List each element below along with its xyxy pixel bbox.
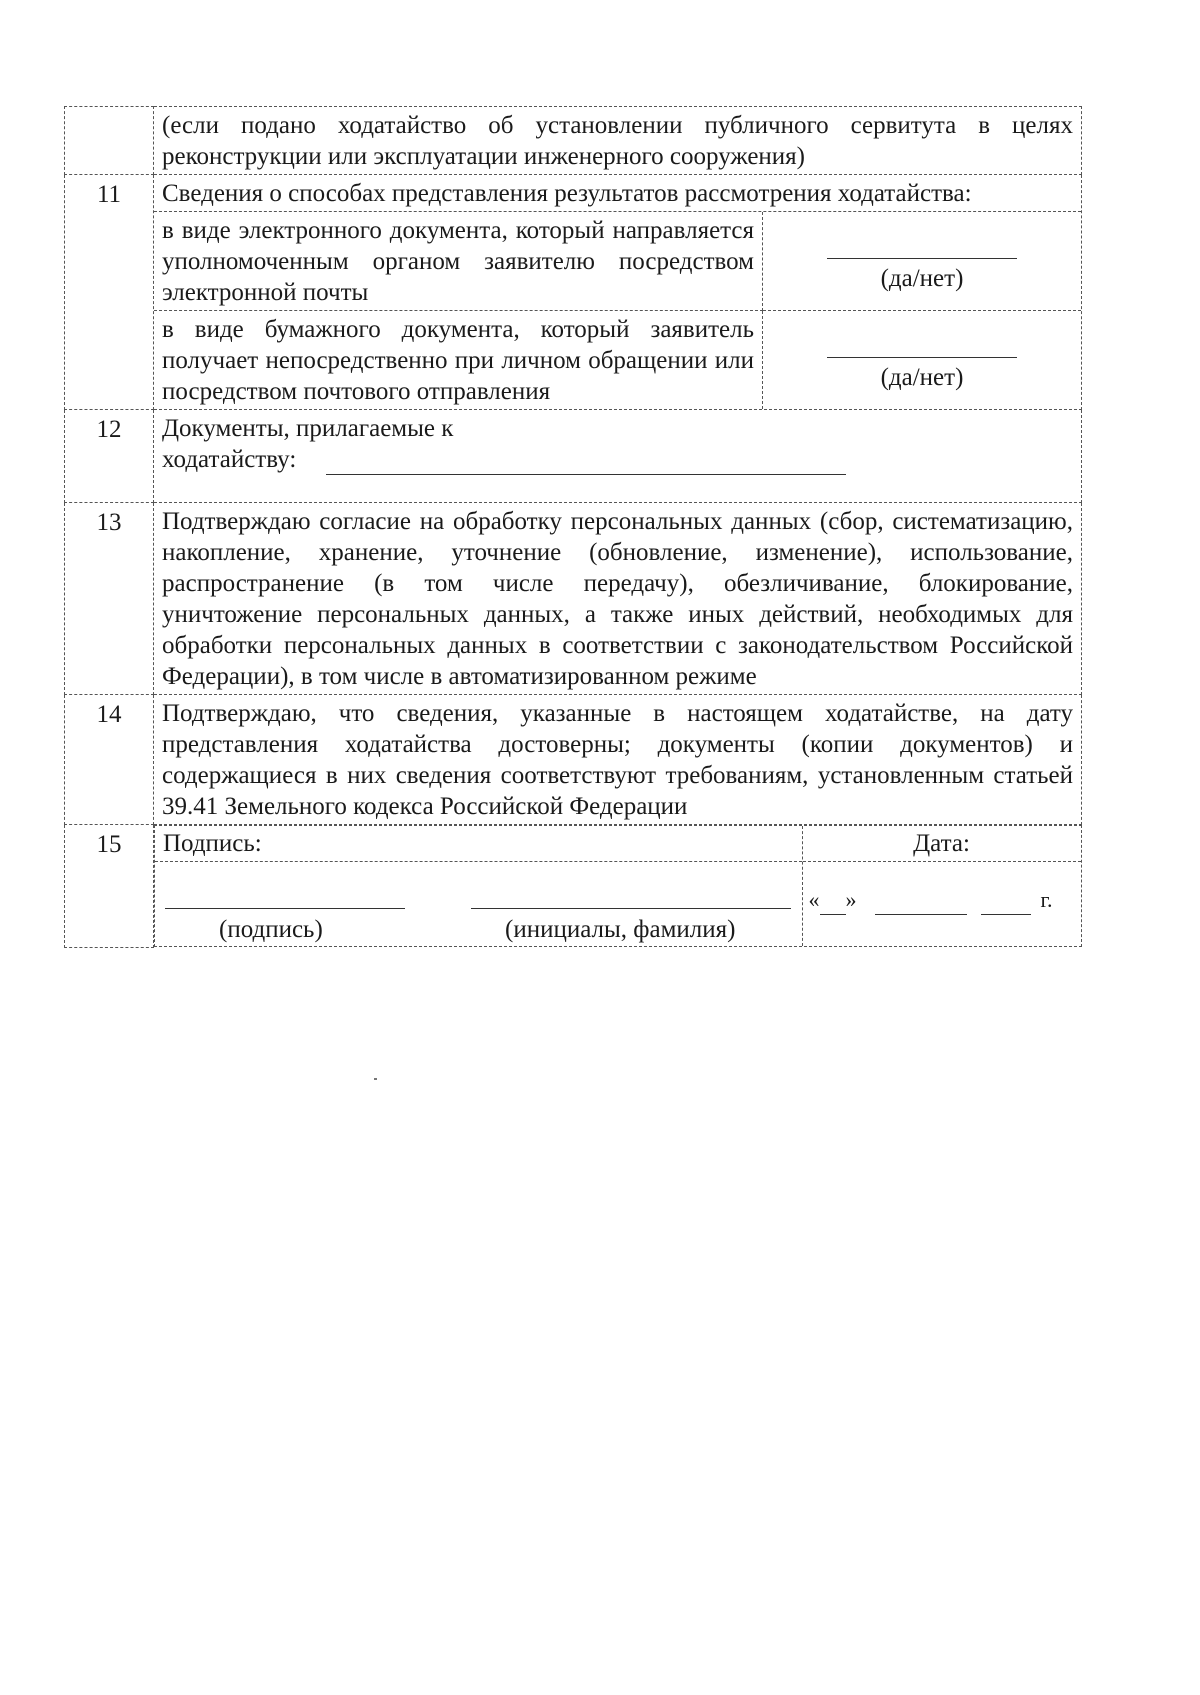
year-field[interactable] — [981, 892, 1031, 915]
name-caption: (инициалы, фамилия) — [505, 916, 736, 943]
date-label: Дата: — [803, 826, 1081, 862]
row-11-content — [154, 175, 1082, 410]
answer-line — [827, 357, 1017, 358]
row-14-text: Подтверждаю, что сведения, указанные в настоящем ходатайстве, на дату представления ходатайства достоверны; документы (копии документов) и содержащиеся в них сведения соответствуют требованиям, установленным статьей 39.41 Земельного кодекса Российской Федерации — [154, 695, 1082, 825]
table-row-12 — [65, 410, 1082, 503]
date-close-quote: » — [845, 887, 857, 912]
table-row-14 — [65, 695, 1082, 825]
date-open-quote: « — [808, 887, 820, 912]
row-number: 13 — [65, 503, 154, 695]
row-11-heading: Сведения о способах представления результатов рассмотрения ходатайства: — [154, 175, 1081, 212]
attached-docs-field[interactable] — [326, 452, 846, 475]
table-row-15 — [65, 825, 1082, 948]
row-10-text: (если подано ходатайство об установлении публичного сервитута в целях реконструкции или эксплуатации инженерного сооружения) — [154, 107, 1082, 175]
row-number-empty — [65, 107, 154, 175]
table-row-13 — [65, 503, 1082, 695]
row-number: 11 — [65, 175, 154, 410]
answer-hint: (да/нет) — [880, 363, 964, 391]
delivery-options-table — [154, 212, 1081, 409]
delivery-option-paper-text: в виде бумажного документа, который заявитель получает непосредственно при личном обращении или посредством почтового отправления — [154, 311, 763, 410]
table-row-10 — [65, 107, 1082, 175]
row-13-text: Подтверждаю согласие на обработку персональных данных (сбор, систематизацию, накопление, хранение, уточнение (обновление, изменение), использование, распространение (в том числе передачу), обезличивание, блокирование, уничтожение персональных данных, а также иных действий, необходимых для обработки персональных данных в соответствии с законодательством Российской Федерации), в том числе в автоматизированном режиме — [154, 503, 1082, 695]
email-answer-field[interactable] — [763, 212, 1082, 311]
attached-docs-label-line2: ходатайству: — [162, 446, 297, 473]
date-section — [803, 826, 1081, 946]
attached-docs-label-line1: Документы, прилагаемые к — [162, 415, 454, 442]
delivery-option-paper — [154, 311, 1081, 410]
table-row-11 — [65, 175, 1082, 410]
name-field[interactable] — [471, 908, 791, 909]
scan-artifact — [374, 1078, 377, 1080]
answer-hint: (да/нет) — [880, 264, 964, 292]
answer-line — [827, 258, 1017, 259]
row-number: 14 — [65, 695, 154, 825]
application-form-table — [64, 106, 1082, 948]
signature-section — [155, 826, 803, 946]
month-field[interactable] — [875, 892, 967, 915]
row-12-content — [154, 410, 1082, 503]
row-number: 15 — [65, 825, 154, 948]
signature-field[interactable] — [165, 908, 405, 909]
signature-caption: (подпись) — [219, 916, 323, 943]
date-field[interactable] — [809, 884, 1075, 915]
year-suffix: г. — [1040, 887, 1053, 912]
signature-label: Подпись: — [155, 826, 802, 862]
paper-answer-field[interactable] — [763, 311, 1082, 410]
signature-block — [154, 825, 1082, 947]
delivery-option-email-text: в виде электронного документа, который направляется уполномоченным органом заявителю посредством электронной почты — [154, 212, 763, 311]
row-number: 12 — [65, 410, 154, 503]
day-field[interactable] — [820, 892, 846, 915]
delivery-option-email — [154, 212, 1081, 311]
